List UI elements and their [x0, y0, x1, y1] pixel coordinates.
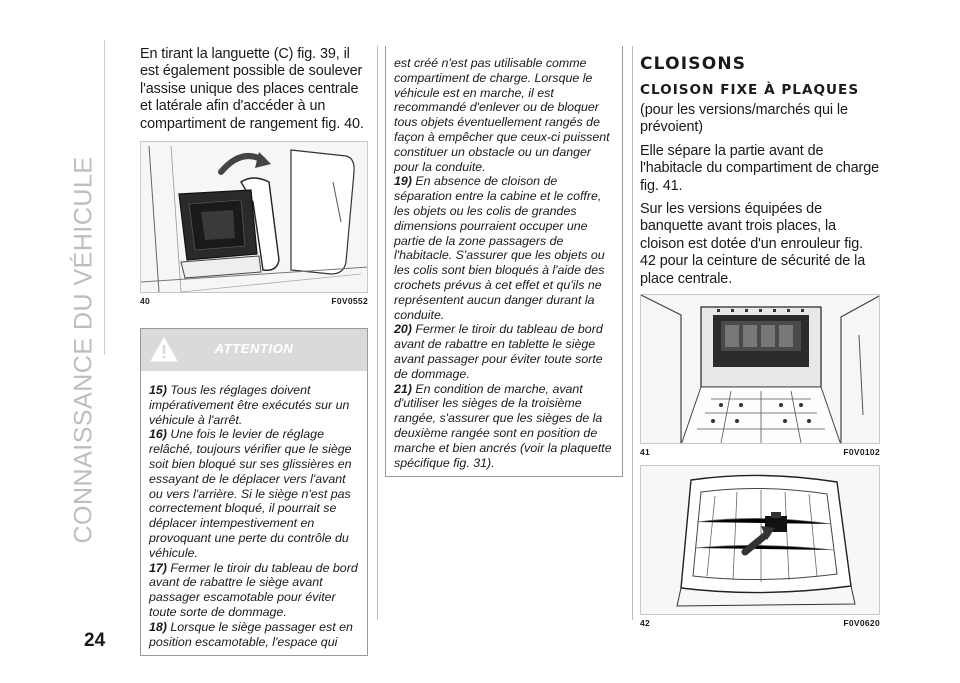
figure-40-caption — [140, 296, 368, 306]
warning-item: 16) Une fois le levier de réglage relâché, toujours vérifier que le siège soit bien bloqué sur ses glissières en essayant de le déplacer vers l'avant ou vers l'arrière. Si le siège n'est pas correctement bloqué, il pourrait se déplacer intempestivement en provoquant une perte du contrôle du véhicule. — [149, 427, 352, 560]
figure-40-image — [140, 141, 368, 293]
paragraph-separation: Elle sépare la partie avant de l'habitacle du compartiment de charge fig. 41. — [640, 142, 880, 194]
seat-storage-illustration — [141, 142, 368, 293]
warning-box — [140, 328, 368, 656]
figure-41-number: 41 — [640, 447, 651, 458]
warning-item: 18) Lorsque le siège passager est en position escamotable, l'espace qui — [149, 619, 353, 649]
side-title-text: CONNAISSANCE DU VÉHICULE — [69, 156, 98, 544]
figure-42-code: F0V0620 — [843, 618, 880, 629]
side-rule — [104, 40, 105, 355]
seatbelt-reel-illustration — [641, 466, 880, 615]
figure-40-code: F0V0552 — [331, 296, 368, 307]
figure-42-caption — [640, 618, 880, 628]
subsection-heading: CLOISON FIXE À PLAQUES — [640, 82, 860, 98]
figure-40 — [140, 141, 368, 306]
figure-42-number: 42 — [640, 618, 651, 629]
partition-illustration — [641, 295, 880, 444]
section-heading: CLOISONS — [640, 54, 747, 74]
figure-41-code: F0V0102 — [843, 447, 880, 458]
figure-42 — [640, 465, 880, 628]
column-divider-2 — [632, 46, 633, 620]
column-divider-1 — [377, 46, 378, 620]
intro-paragraph: En tirant la languette (C) fig. 39, il est également possible de soulever l'assise unique des places centrale et latérale afin d'accéder à un compartiment de rangement fig. 40. — [140, 46, 364, 132]
continuation-text: est créé n'est pas utilisable comme compartiment de charge. Lorsque le véhicule est en marche, il est recommandé d'enlever ou de bloquer tous objets éventuellement rangés de façon à empêcher que ceux-ci puissent constituer un obstacle ou un danger pour la conduite. — [394, 56, 610, 174]
warning-item: 15) Tous les réglages doivent impérativement être exécutés sur un véhicule à l'arrêt. — [149, 383, 350, 427]
column-1 — [140, 46, 368, 656]
figure-42-image — [640, 465, 880, 615]
figure-41 — [640, 294, 880, 457]
page-number: 24 — [84, 630, 106, 651]
paragraph-versions: (pour les versions/marchés qui le prévoient) — [640, 102, 848, 136]
paragraph-seatbelt: Sur les versions équipées de banquette avant trois places, la cloison est dotée d'un enrouleur fig. 42 pour la ceinture de sécurité de la place centrale. — [640, 201, 866, 287]
figure-41-caption — [640, 447, 880, 457]
warning-continuation-box — [385, 46, 623, 477]
warning-body — [141, 371, 367, 655]
warning-title: ATTENTION — [214, 341, 294, 357]
warning-item: 19) En absence de cloison de séparation entre la cabine et le coffre, les objets ou les colis de grandes dimensions pourraient occuper une partie de la zone passagers de l'habitacle. S'assurer que les objets ou les colis sont bien bloqués à l'aide des crochets prévus à cet effet et qu'ils ne représentent aucun danger durant la conduite. — [394, 174, 605, 322]
figure-41-image — [640, 294, 880, 444]
figure-40-number: 40 — [140, 296, 151, 307]
warning-header — [141, 329, 367, 371]
column-2 — [385, 46, 623, 477]
warning-item: 17) Fermer le tiroir du tableau de bord avant de rabattre le siège avant passager escamotable pour éviter toute sorte de dommage. — [149, 560, 358, 619]
warning-item: 21) En condition de marche, avant d'utiliser les sièges de la troisième rangée, s'assurer que les sièges de la deuxième rangée sont en position de marche et bien ancrés (voir la plaquette spécifique fig. 31). — [394, 381, 612, 470]
column-3 — [640, 54, 880, 628]
warning-item: 20) Fermer le tiroir du tableau de bord avant de rabattre en tablette le siège avant passager pour éviter toute sorte de dommage. — [394, 322, 603, 381]
